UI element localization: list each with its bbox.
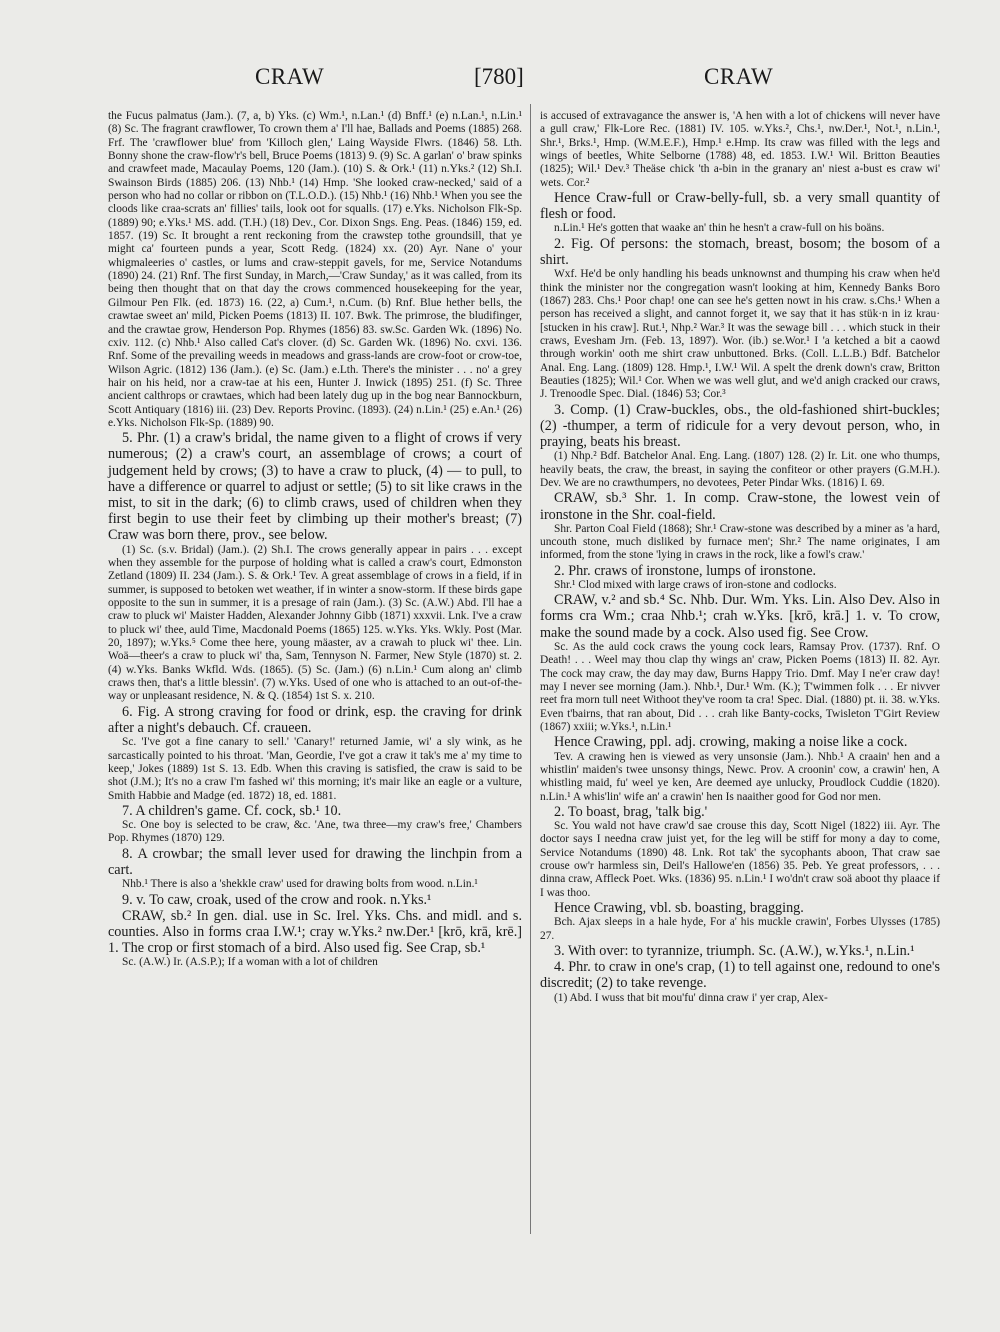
entry-paragraph: 7. A children's game. Cf. cock, sb.¹ 10. [122, 802, 342, 819]
entry-paragraph: Sc. One boy is selected to be craw, &c. 'Ane, twa three—my craw's free,' Chambers Pop. Rhymes (1870) 129. [108, 819, 522, 845]
entry-paragraph: Hence Crawing, vbl. sb. boasting, bragging. [554, 900, 804, 917]
entry-paragraph: Sc. 'I've got a fine canary to sell.' 'Canary!' returned Jamie, wi' a sly wink, as he sarcastically pointed to his throat. 'Man, Geordie, I've got a craw it tak's me a' my time to keep,' Jokes (1889) 1st S. 13. Edb. When this craving is satisfied, the craw is said to be shot (J.M.); It's no a craw I'm fashed wi' this morning; it's mair like an eagle or a vulture, Smith Habbie and Madge (ed. 1872) 18, ed. 1881. [108, 736, 522, 802]
entry-paragraph: 9. v. To caw, croak, used of the crow and rook. n.Yks.¹ [122, 891, 432, 908]
entry-paragraph: 8. A crowbar; the small lever used for drawing the linchpin from a cart. [108, 845, 522, 879]
entry-paragraph: (1) Nhp.² Bdf. Batchelor Anal. Eng. Lang. (1807) 128. (2) Ir. Lit. one who thumps, heavily beats, the craw, the breast, in saying the confiteor or other prayers (G.M.H.). Dev. We are no crawthumpers, no devotees, Peter Pindar Wks. (1816) I. 69. [540, 450, 940, 489]
entry-paragraph: Sc. (A.W.) Ir. (A.S.P.); If a woman with a lot of children [122, 956, 378, 969]
entry-paragraph: Hence Craw-full or Craw-belly-full, sb. a very small quantity of flesh or food. [540, 190, 940, 223]
entry-paragraph: 2. Phr. craws of ironstone, lumps of ironstone. [554, 562, 817, 579]
entry-paragraph: Bch. Ajax sleeps in a hale hyde, For a' his muckle crawin', Forbes Ulysses (1785) 27. [540, 916, 940, 942]
entry-paragraph: 4. Phr. to craw in one's crap, (1) to tell against one, redound to one's discredit; (2) to take revenge. [540, 959, 940, 992]
entry-paragraph: Sc. As the auld cock craws the young cock lears, Ramsay Prov. (1737). Rnf. O Death! . . . Weel may thou clap thy wings an' craw, Picken Poems (1813) II. 82. Ayr. The cock may craw, the day may daw, Burns Happy Trio. Dmf. May I ne'er craw day! may I never see morning (Jam.). Nhb.¹, Dur.¹ Wm. (K.); T'wimmen folk . . . Er nivver reet fra morn tull neet Withoot they've room ta cra! Spec. Dial. (1880) pt. ii. 38. w.Yks. Even t'bairns, that ran about, Did . . . crah like Banty-cocks, Twisleton T'Girt Review (1867) xxiii; w.Yks.¹, n.Lin.¹ [540, 640, 940, 733]
entry-paragraph: the Fucus palmatus (Jam.). (7, a, b) Yks. (c) Wm.¹, n.Lan.¹ (d) Bnff.¹ (e) n.Lan.¹, n.Lin.¹ (8) Sc. The fragrant crawflower, To crown them a' I'll hae, Ballads and Poems (1885) 268. Frf. The 'crawflower blue' from 'Killoch glen,' Laing Wayside Flwrs. (1846) 58. Lth. Bonny shone the craw-flow'r's bell, Bruce Poems (1813) 9. (9) Sc. A garlan' o' braw spinks and crawfeet made, Macaulay Poems, 120 (Jam.). (10) S. & Ork.¹ (11) n.Yks.² (12) Sh.I. Swainson Birds (1885) 206. (13) Nhb.¹ (14) Hmp. 'She looked craw-necked,' said of a person who had no collar or ribbon on (T.L.O.D.). (15) Nhb.¹ (16) Nhb.¹ When you see the cloods like craa-scrats an' fillies' tails, look oot for squalls. (17) e.Yks. Nicholson Flk-Sp. (1889) 90; e.Yks.¹ MS. add. (T.H.) (18) Dev., Cor. Dixon Sngs. Eng. Peas. (1846) 159, ed. 1857. (19) Sc. It brought a rent reckoning from the crawstep tothe groundsill, that ye might ca' fourteen punds a year, Scott Redg. (1824) xx. (20) Ayr. Nane o' your whigmaleeries o' castles, or lums and craw-steppit gavels, for me, Service Notandums (1890) 24. (21) Rnf. The first Sunday, in March,—'Craw Sunday,' as it was called, from its being then thought that on that day the crows commenced housekeeping for the year, Gilmour Pen Flk. (ed. 1873) 16. (22, a) Cum.¹, n.Cum. (b) Rnf. Blue hether bells, the crawtae sweet an' mild, Picken Poems (1813) II. 107. Bwk. The primrose, the bludifinger, and the crawtae grow, Henderson Pop. Rhymes (1856) 83. sw.Sc. Garden Wk. (1896) No. cxiv. 112. (c) Nhb.¹ Also called Cat's clover. (d) Sc. Garden Wk. (1896) No. cxvi. 136. Rnf. Some of the prevailing weeds in meadows and grass-lands are crow-foot or crow-toe, Wilson Agric. (1812) 136 (Jam.). (e) Sc. (Jam.) e.Lth. There's the minister . . . no' a grey hair on his heid, nor a craw-tae at his een, Hunter J. Inwick (1895) 251. (f) Sc. Three ancient calthrops or crawtaes, which had been lately dug up in the bog near Bannockburn, Scott Antiquary (1816) iii. (23) Dev. Reports Provinc. (1893). (24) n.Lin.¹ (25) e.An.¹ (26) e.Yks. Nicholson Flk-Sp. (1889) 90. [108, 110, 522, 429]
column-divider [530, 104, 531, 1234]
entry-paragraph: is accused of extravagance the answer is, 'A hen with a lot of chickens will never have a gull craw,' Flk-Lore Rec. (1881) IV. 105. w.Yks.², Chs.¹, nw.Der.¹, Not.¹, n.Lin.¹, Shr.¹, Brks.¹, Hmp. (W.M.E.F.), Hmp.¹ e.Hmp. Its craw was filled with the legs and wings of beetles, White Selborne (1788) 48, ed. 1853. I.W.¹ Wil. Britton Beauties (1825); Wil.¹ Dev.³ Theäse chick 'th a-bin in the granary an' niest a-bust es craw wi' wets. Cor.² [540, 110, 940, 189]
entry-paragraph: CRAW, sb.³ Shr. 1. In comp. Craw-stone, the lowest vein of ironstone in the Shr. coal-field. [540, 490, 940, 523]
entry-paragraph: Shr. Parton Coal Field (1868); Shr.¹ Craw-stone was described by a miner as 'a hard, uncouth stone, much disliked by furnace men'; Shr.² The name originates, I am informed, from the stone 'lying in craws in the rock, like a fowl's craw.' [540, 522, 940, 562]
entry-paragraph: Hence Crawing, ppl. adj. crowing, making a noise like a cock. [554, 734, 908, 751]
entry-paragraph: (1) Sc. (s.v. Bridal) (Jam.). (2) Sh.I. The crows generally appear in pairs . . . except when they assemble for the purpose of holding what is called a craw's court, Edmonston Zetland (1809) II. 234 (Jam.). S. & Ork.¹ Tev. A great assemblage of crows in a field, if in summer, is supposed to betoken wet weather, if in winter a snow-storm. If these birds gape opposite to the sun in summer, it is a presage of rain (Jam.). (3) Sc. (A.W.) Abd. I'll hae a craw to pluck wi' Maister Hadden, Alexander Johnny Gibb (1871) xxxvii. Lnk. I've a craw to pluck wi' thee, auld Time, Macdonald Poems (1865) 125. w.Yks. Yks. Wkly. Post (Mar. 20, 1897); w.Yks.⁵ Come thee here, young mäaster, av a crawah to pluck wi' thee. Lin. Woä—theer's a craw to pluck wi' tha, Sam, Tennyson N. Farmer, New Style (1870) st. 2. (4) w.Yks. Banks Wkfld. Wds. (1865). (5) Sc. (Jam.) (6) n.Lin.¹ Cum along an' climb craws then, that's a little blessin'. (7) w.Yks. Used of one who is attached to an out-of-the-way or unpleasant residence, N. & Q. (1854) 1st S. x. 210. [108, 543, 522, 703]
entry-paragraph: Sc. You wald not have craw'd sae crouse this day, Scott Nigel (1822) iii. Ayr. The doctor says I needna craw juist yet, for the leg will be stiff for mony a day to come, Service Notandums (1890) 48. Lnk. Rot tak' the sycophants aboon, That craw sae crouse ow'r harmless sin, Deil's Hallowe'en (1856) 35. Peb. Ye great professors, . . . dinna craw, Affleck Poet. Wks. (1836) 95. n.Lin.¹ I wo'dn't craw soä aboot thy plaace if I was thoo. [540, 820, 940, 899]
entry-paragraph: CRAW, v.² and sb.⁴ Sc. Nhb. Dur. Wm. Yks. Lin. Also Dev. Also in forms cra Wm.; craa Nhb.¹; crah w.Yks. [krō, krā.] 1. v. To crow, make the sound made by a cock. Also used fig. See Crow. [540, 592, 940, 641]
entry-paragraph: Wxf. He'd be only handling his beads unknownst and thumping his craw when he'd think the minister nor the congregation wasn't looking at him, Kennedy Banks Boro (1867) 283. Chs.¹ Poor chap! one can see he's getten nowt in his craw. s.Chs.¹ When a person has received a slight, and cannot forget it, we say that it has stük·n in iz krau· [stucken in his craw]. Rut.¹, Nhp.² War.³ It was the sewage bill . . . which stuck in their craws, Evesham Jrn. (Feb. 13, 1897). Wor. (ib.) se.Wor.¹ I 'a ketched a bit a caowd through workin' ooth me shirt craw unbuttoned. Brks. (Coll. L.L.B.) Bdf. Batchelor Anal. Eng. Lang. (1809) 128. Hmp.¹, I.W.¹ Wil. A spelt the drenk down's craw, Britton Beauties (1825); Wil.¹ Cor. When we was well glut, and we'd anigh cracked our craws, J. Trenoodle Spec. Dial. (1846) 53; Cor.³ [540, 268, 940, 401]
right-column [540, 110, 940, 1005]
entry-paragraph: CRAW, sb.² In gen. dial. use in Sc. Irel. Yks. Chs. and midl. and s. counties. Also in forms craa I.W.¹; cray w.Yks.² nw.Der.¹ [krō, krā, krē.] 1. The crop or first stomach of a bird. Also used fig. See Crap, sb.¹ [108, 907, 522, 957]
entry-paragraph: 3. Comp. (1) Craw-buckles, obs., the old-fashioned shirt-buckles; (2) -thumper, a term of ridicule for a very devout person, who, in praying, beats his breast. [540, 401, 940, 451]
entry-paragraph: Tev. A crawing hen is viewed as very unsonsie (Jam.). Nhb.¹ A craain' hen and a whistlin' maiden's twee unsonsy things, Newc. Prov. A croonin' cow, a crawin' hen, A whistling maid, fu' weel ye ken, Are deemed aye unlucky, Proudlock Cuddie (1820). n.Lin.¹ A whis'lin' wife an' a crawin' hen Is naaither good for God nor men. [540, 750, 940, 803]
entry-paragraph: Shr.¹ Clod mixed with large craws of iron-stone and codlocks. [554, 578, 837, 591]
entry-paragraph: 5. Phr. (1) a craw's bridal, the name given to a flight of crows if very numerous; (2) a craw's court, an assemblage of crows; a court of judgement held by crows; (3) to have a craw to pluck, (4) — to pull, to have a difference or quarrel to adjust or settle; (5) to sit like craws in the mist, to sit in the dark; (6) to climb craws, used of children when they first begin to use their feet by climbing up their mother's breast; (7) Craw was born there, prov., see below. [108, 430, 522, 544]
page-number: [780] [474, 64, 524, 89]
entry-paragraph: 2. Fig. Of persons: the stomach, breast, bosom; the bosom of a shirt. [540, 235, 940, 269]
entry-paragraph: 6. Fig. A strong craving for food or drink, esp. the craving for drink after a night's debauch. Cf. craueen. [108, 703, 522, 736]
page-header [0, 64, 1000, 96]
entry-paragraph: (1) Abd. I wuss that bit mou'fu' dinna craw i' yer crap, Alex- [554, 991, 828, 1004]
right-headword: CRAW [704, 64, 774, 89]
entry-paragraph: 3. With over: to tyrannize, triumph. Sc. (A.W.), w.Yks.¹, n.Lin.¹ [554, 943, 915, 960]
entry-paragraph: Nhb.¹ There is also a 'shekkle craw' used for drawing bolts from wood. n.Lin.¹ [122, 878, 478, 891]
left-headword: CRAW [255, 64, 325, 89]
entry-paragraph: 2. To boast, brag, 'talk big.' [554, 803, 708, 820]
left-column [108, 110, 522, 970]
entry-paragraph: n.Lin.¹ He's gotten that waake an' thin he hesn't a craw-full on his boäns. [554, 222, 885, 235]
